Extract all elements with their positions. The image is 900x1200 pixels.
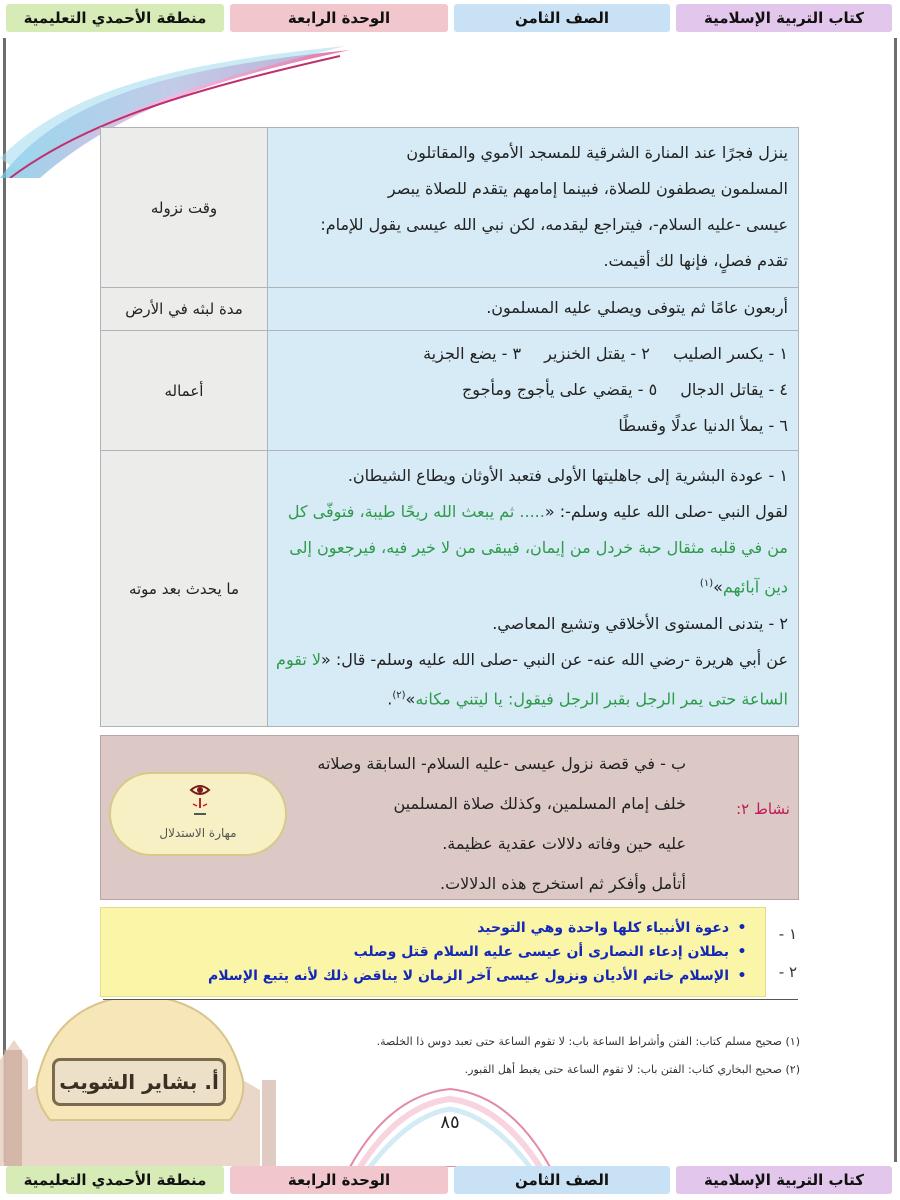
- quote-1-intro: لقول النبي -صلى الله عليه وسلم-: «: [544, 502, 788, 522]
- deeds-content: [268, 331, 799, 451]
- table-row: [101, 288, 799, 331]
- quote-2-end: .: [387, 688, 393, 708]
- header-book-tag: كتاب التربية الإسلامية: [676, 4, 892, 32]
- bullet: •: [737, 944, 747, 960]
- text-line: المسلمون يصطفون للصلاة، فبينما إمامهم يتقدم للصلاة يبصر: [387, 178, 788, 198]
- deed-item: ٢ - يقتل الخنزير: [544, 343, 650, 363]
- quote-2-intro: عن أبي هريرة -رضي الله عنه- عن النبي -صلى الله عليه وسلم- قال: «: [320, 649, 788, 669]
- answer-text: دعوة الأنبياء كلها واحدة وهي التوحيد: [477, 920, 729, 936]
- frame-line-right: [894, 38, 897, 1162]
- deeds-label: أعماله: [101, 331, 268, 451]
- text-line: ينزل فجرًا عند المنارة الشرقية للمسجد الأموي والمقاتلون: [406, 142, 788, 162]
- footer-unit-tag: الوحدة الرابعة: [230, 1166, 448, 1194]
- footnote-ref-2: (٢): [392, 689, 406, 701]
- activity-label: نشاط ٢:: [736, 800, 790, 818]
- time-of-descent-content: [268, 128, 799, 288]
- info-table: [100, 127, 799, 727]
- deed-item: ٥ - يقضي على يأجوج ومأجوج: [461, 379, 658, 399]
- bullet: •: [737, 968, 747, 984]
- bullet: •: [737, 920, 747, 936]
- activity-box: [100, 735, 799, 900]
- activity-text: [256, 744, 686, 904]
- teacher-name-plate: أ. بشاير الشويب: [52, 1058, 226, 1106]
- deeds-line: [274, 372, 788, 408]
- after-death-label: ما يحدث بعد موته: [101, 451, 268, 727]
- hadith-quote-1: ..... ثم يبعث الله ريحًا طيبة، فتوفّى كل من في قلبه مثقال حبة خردل من إيمان، فيبقى من لا خير فيه، فيرجعون إلى دين آبائهم: [287, 502, 788, 597]
- eye-lamp-icon: [189, 784, 211, 818]
- table-row: [101, 331, 799, 451]
- deed-item: ٣ - يضع الجزية: [423, 343, 522, 363]
- duration-content: أربعون عامًا ثم يتوفى ويصلي عليه المسلمون.: [268, 288, 799, 331]
- answer-item: [101, 964, 755, 988]
- text-line: عيسى -عليه السلام-، فيتراجع ليقدمه، لكن نبي الله عيسى يقول للإمام:: [320, 214, 788, 234]
- after-death-point-2: ٢ - يتدنى المستوى الأخلاقي وتشيع المعاصي.: [492, 613, 788, 633]
- answer-item: [101, 916, 755, 940]
- header-region-tag: منطقة الأحمدي التعليمية: [6, 4, 224, 32]
- footer-region-tag: منطقة الأحمدي التعليمية: [6, 1166, 224, 1194]
- hadith-quote-2: لا تقوم الساعة حتى يمر الرجل بقبر الرجل فيقول: يا ليتني مكانه: [276, 649, 788, 708]
- answer-text: بطلان إدعاء النصارى أن عيسى عليه السلام قتل وصلب: [353, 944, 729, 960]
- activity-line: ب - في قصة نزول عيسى -عليه السلام- السابقة وصلاته: [317, 754, 686, 773]
- text-line: تقدم فصلٍ، فإنها لك أقيمت.: [603, 250, 788, 270]
- table-row: [101, 451, 799, 727]
- answer-box[interactable]: [100, 907, 766, 997]
- footnote: (٢) صحيح البخاري كتاب: الفتن باب: لا تقوم الساعة حتى يغبط أهل القبور.: [464, 1063, 800, 1076]
- table-row: [101, 128, 799, 288]
- answer-area: [100, 903, 799, 999]
- footer-bar: [0, 1166, 900, 1198]
- answer-list: [101, 916, 755, 988]
- duration-label: مدة لبثه في الأرض: [101, 288, 268, 331]
- footer-grade-tag: الصف الثامن: [454, 1166, 670, 1194]
- skill-label: مهارة الاستدلال: [159, 826, 237, 840]
- deed-item: ٤ - يقاتل الدجال: [680, 379, 788, 399]
- after-death-point-1: ١ - عودة البشرية إلى جاهليتها الأولى فتعبد الأوثان ويطاع الشيطان.: [347, 466, 788, 486]
- header-grade-tag: الصف الثامن: [454, 4, 670, 32]
- header-unit-tag: الوحدة الرابعة: [230, 4, 448, 32]
- frame-line-left: [3, 38, 6, 1162]
- time-of-descent-label: وقت نزوله: [101, 128, 268, 288]
- after-death-content: [268, 451, 799, 727]
- footnote-ref-1: (١): [699, 578, 714, 590]
- header-bar: [0, 4, 900, 36]
- activity-line: أتأمل وأفكر ثم استخرج هذه الدلالات.: [440, 874, 686, 893]
- footnote: (١) صحيح مسلم كتاب: الفتن وأشراط الساعة باب: لا تقوم الساعة حتى تعبد دوس ذا الخلصة.: [376, 1035, 800, 1048]
- quote-1-close: »: [713, 577, 723, 597]
- deed-item: ١ - يكسر الصليب: [672, 343, 788, 363]
- deed-item: ٦ - يملأ الدنيا عدلًا وقسطًا: [618, 415, 788, 435]
- skill-badge: [109, 772, 287, 856]
- page-number: ٨٥: [440, 1112, 460, 1133]
- footer-book-tag: كتاب التربية الإسلامية: [676, 1166, 892, 1194]
- answer-text: الإسلام خاتم الأديان ونزول عيسى آخر الزمان لا يناقض ذلك لأنه يتبع الإسلام: [208, 968, 729, 984]
- deeds-line: [274, 336, 788, 372]
- quote-2-close: »: [405, 688, 416, 708]
- answer-number: ١ -: [778, 925, 797, 943]
- activity-line: خلف إمام المسلمين، وكذلك صلاة المسلمين: [393, 794, 686, 813]
- activity-line: عليه حين وفاته دلالات عقدية عظيمة.: [442, 834, 686, 853]
- answer-number: ٢ -: [778, 963, 797, 981]
- answer-item: [101, 940, 755, 964]
